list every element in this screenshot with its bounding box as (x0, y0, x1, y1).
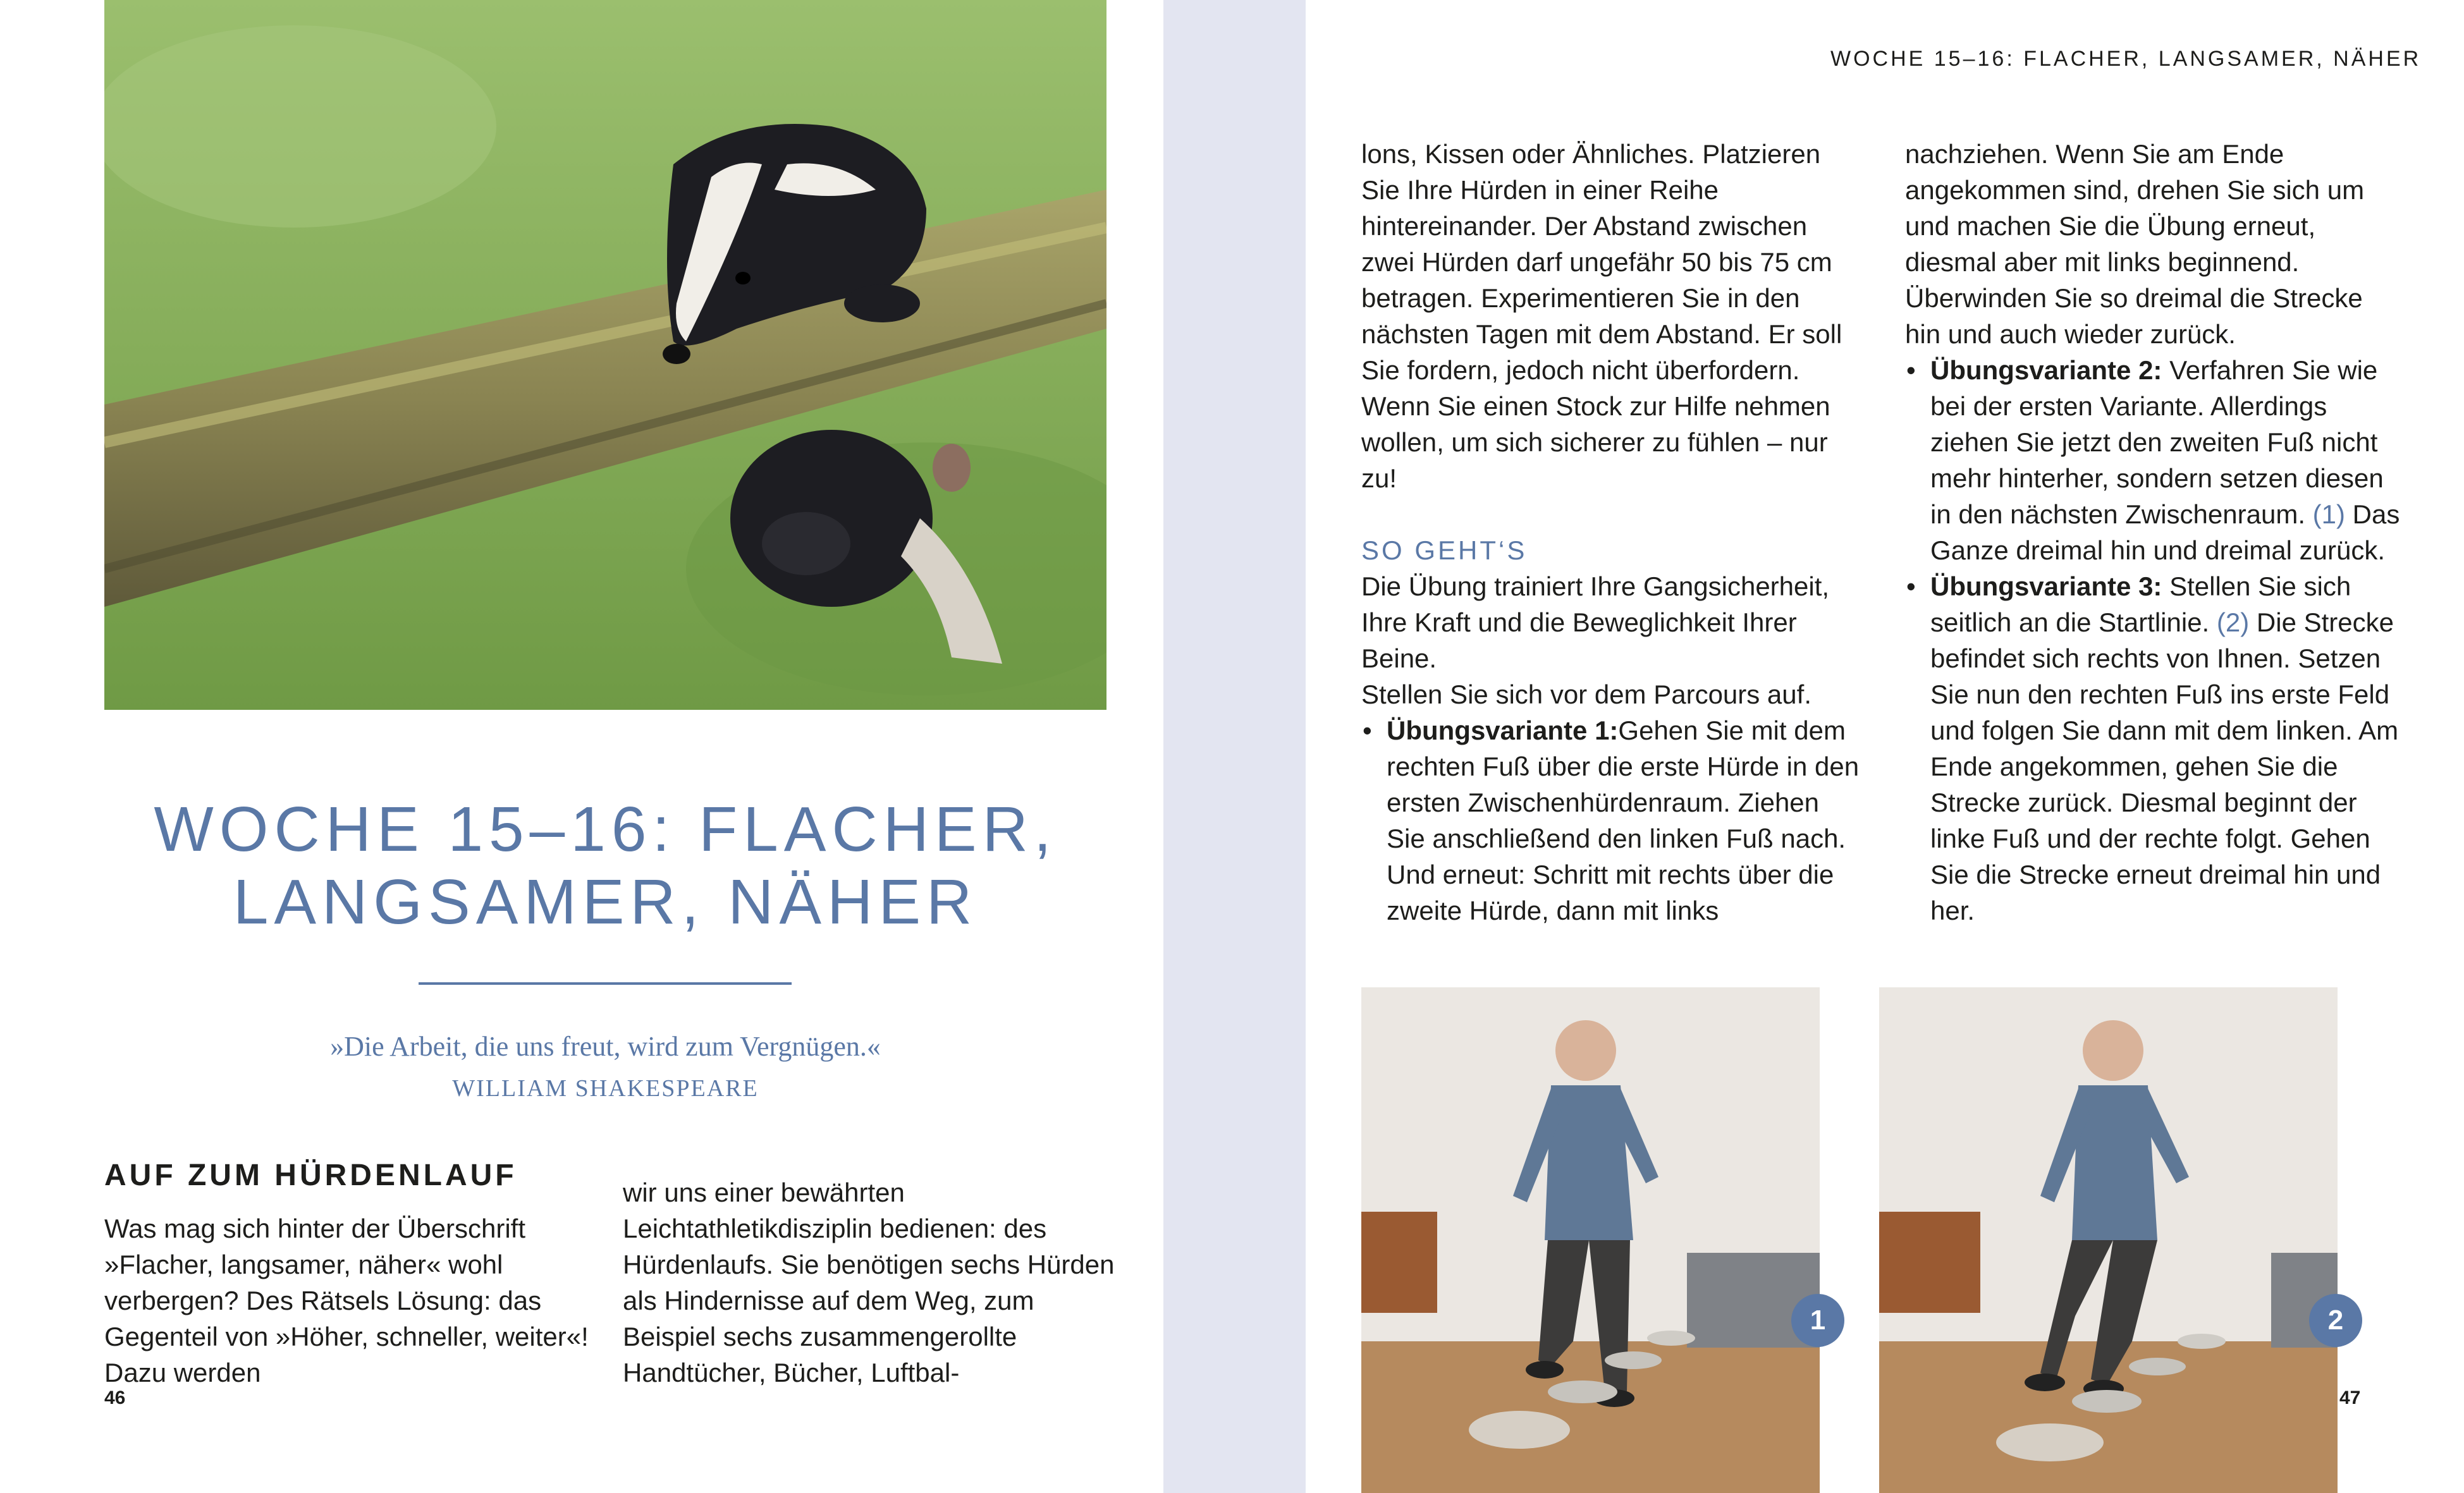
variant-1-text: Gehen Sie mit dem rechten Fuß über die erste Hürde in den ersten Zwischenhürdenraum. Ziehen Sie anschließend den linken Fuß nach. Und erneut: Schritt mit rechts über die zweite Hürde, dann mit links (1387, 716, 1860, 925)
photo-number-badge-1: 1 (1791, 1294, 1844, 1347)
chapter-title-line2: LANGSAMER, NÄHER (233, 867, 978, 937)
variant-2-label: Übungsvariante 2: (1930, 355, 2162, 385)
variant-3-text-b: Die Strecke befindet sich rechts von Ihnen. Setzen Sie nun den rechten Fuß ins erste Feld und folgen Sie dann mit dem linken. Am Ende angekommen, gehen Sie die Strecke zurück. Diesmal beginnt der linke Fuß und der rechte folgt. Gehen Sie die Strecke erneut dreimal hin und her. (1930, 607, 2399, 925)
left-body-column-1: Was mag sich hinter der Überschrift »Flacher, langsamer, näher« wohl verbergen? Des Rätsels Lösung: das Gegenteil von »Höher, schneller, weiter«! Dazu werden (104, 1214, 589, 1387)
variant-3-label: Übungsvariante 3: (1930, 571, 2162, 601)
variant-2-text-b: Das Ganze dreimal hin und dreimal zurück. (1930, 499, 2400, 565)
so-gehts-heading: SO GEHT‘S (1361, 535, 1528, 565)
right-body-column-2 (1905, 136, 2405, 929)
photo-ref-1: (1) (2312, 499, 2345, 529)
photo-number-badge-2: 2 (2309, 1294, 2362, 1347)
exercise-list-col1 (1361, 712, 1861, 929)
running-header: WOCHE 15–16: FLACHER, LANGSAMER, NÄHER (1830, 47, 2422, 71)
page-number-left: 46 (104, 1387, 126, 1408)
photo-ref-2: (2) (2216, 607, 2250, 637)
variant-1-continued: nachziehen. Wenn Sie am Ende angekommen sind, drehen Sie sich um und machen Sie die Übung erneut, diesmal aber mit links beginnend. Überwinden Sie so dreimal die Strecke hin und auch wieder zurück. (1905, 139, 2365, 349)
section-heading: AUF ZUM HÜRDENLAUF (104, 1159, 517, 1192)
exercise-variant-1 (1361, 712, 1861, 929)
so-gehts-text-2: Stellen Sie sich vor dem Parcours auf. (1361, 679, 1811, 709)
right-body-column-1 (1361, 136, 1861, 929)
exercise-photo-2 (1879, 987, 2338, 1493)
variant-1-label: Übungsvariante 1: (1387, 716, 1619, 745)
exercise-photo-1 (1361, 987, 1820, 1493)
chapter-title (104, 793, 1106, 939)
left-body-column-2: wir uns einer bewährten Leichtathletikdisziplin bedienen: des Hürdenlaufs. Sie benötigen sechs Hürden als Hindernisse auf dem Weg, zum Beispiel sechs zusammengerollte Handtücher, Bücher, Luftbal- (623, 1178, 1115, 1387)
badger-photo (104, 0, 1106, 710)
so-gehts-text-1: Die Übung trainiert Ihre Gangsicherheit, Ihre Kraft und die Beweglichkeit Ihrer Beine. (1361, 571, 1830, 673)
chapter-title-line1: WOCHE 15–16: FLACHER, (154, 794, 1057, 865)
variant-3-text-a: Stellen Sie sich seitlich an die Startlinie. (1930, 571, 2351, 637)
page-gutter (1163, 0, 1306, 1493)
exercise-variant-3 (1905, 568, 2405, 929)
title-divider (419, 982, 792, 985)
intro-paragraph: lons, Kissen oder Ähnliches. Platzieren Sie Ihre Hürden in einer Reihe hintereinander. Der Abstand zwischen zwei Hürden darf ungefähr 50 bis 75 cm betragen. Experimentieren Sie in den nächsten Tagen mit dem Abstand. Er soll Sie fordern, jedoch nicht überfordern. Wenn Sie einen Stock zur Hilfe nehmen wollen, um sich sicherer zu fühlen – nur zu! (1361, 139, 1842, 493)
quote-author: WILLIAM SHAKESPEARE (452, 1075, 759, 1102)
variant-2-text-a: Verfahren Sie wie bei der ersten Variante. Allerdings ziehen Sie jetzt den zweiten Fuß nicht mehr hinterher, sondern setzen diesen in den nächsten Zwischenraum. (1930, 355, 2384, 529)
quote: »Die Arbeit, die uns freut, wird zum Vergnügen.« (330, 1031, 881, 1062)
exercise-variant-2 (1905, 352, 2405, 568)
page-number-right: 47 (2339, 1387, 2361, 1408)
exercise-list-col2 (1905, 352, 2405, 929)
